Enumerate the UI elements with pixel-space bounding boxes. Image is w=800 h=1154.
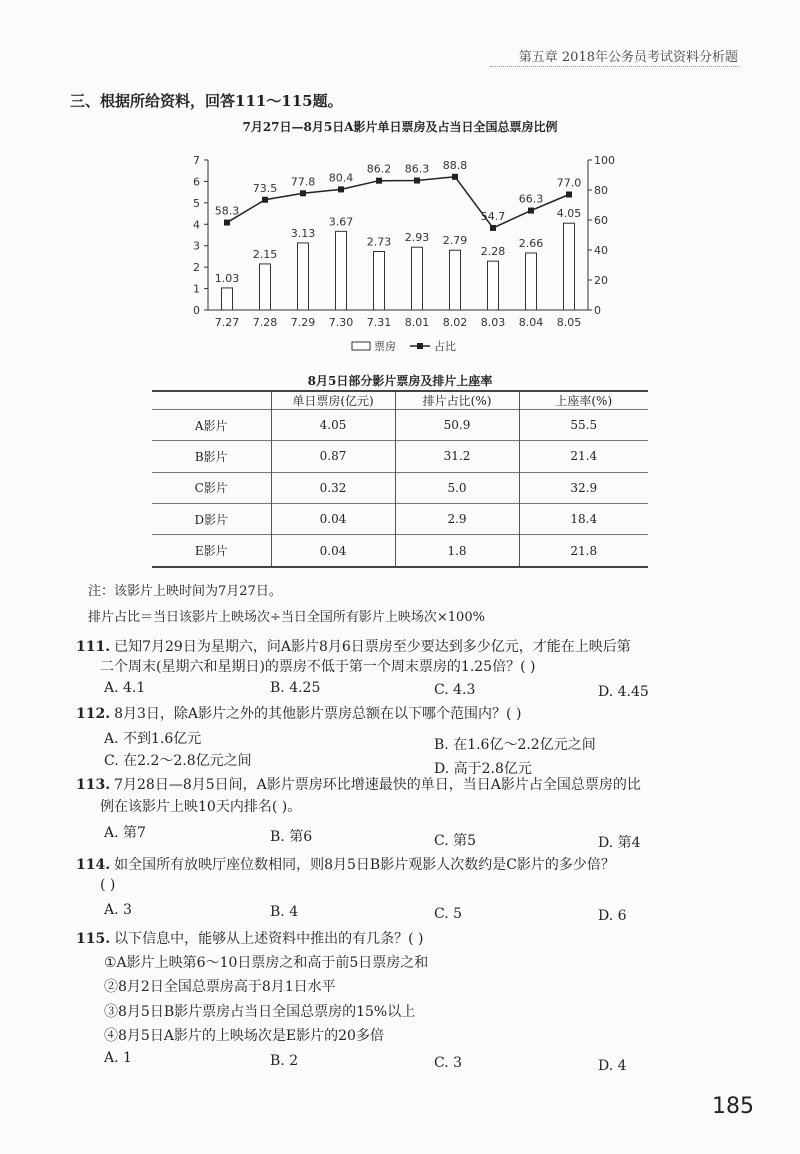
option[interactable]: B. 第6 (270, 829, 313, 845)
x-tick-label: 7.30 (328, 316, 354, 329)
table-header-cell: 上座率(%) (519, 391, 648, 410)
table-cell: 18.4 (519, 503, 648, 534)
right-tick-label: 0 (594, 304, 601, 317)
option[interactable]: D. 4 (598, 1058, 627, 1074)
table-row (152, 503, 648, 534)
question-number: 115. (76, 931, 111, 947)
ratio-value-label: 73.5 (252, 181, 278, 195)
table-cell: 0.87 (271, 441, 395, 472)
question-number: 112. (76, 706, 111, 722)
ratio-value-label: 58.3 (214, 204, 240, 218)
left-tick-label: 1 (193, 282, 200, 296)
left-tick-label: 2 (193, 261, 200, 275)
ratio-value-label: 66.3 (518, 192, 544, 206)
box-office-chart (0, 140, 800, 370)
question-number: 113. (76, 777, 111, 793)
bar-value-label: 2.79 (442, 234, 468, 248)
question-text: 7月28日—8月5日间，A影片票房环比增速最快的单日，当日A影片占全国总票房的比 (114, 777, 641, 793)
option[interactable]: A. 第7 (104, 825, 146, 841)
option[interactable]: D. 高于2.8亿元 (434, 761, 532, 777)
table-cell: 50.9 (395, 410, 519, 441)
table-cell: 2.9 (395, 503, 519, 534)
table-cell: 21.8 (519, 535, 648, 567)
question-113 (76, 776, 641, 794)
left-tick-label: 5 (193, 196, 200, 210)
question-text: 如全国所有放映厅座位数相同，则8月5日B影片观影人次数约是C影片的多少倍？ (114, 857, 615, 873)
question-112 (76, 705, 521, 723)
table-cell: 55.5 (519, 410, 648, 441)
header-rule (490, 66, 738, 67)
question-text: ( ) (100, 877, 116, 893)
question-number: 114. (76, 857, 111, 873)
table-cell: 0.04 (271, 535, 395, 567)
ratio-value-label: 86.3 (404, 162, 430, 176)
left-tick-label: 0 (193, 304, 200, 317)
table-cell: 0.32 (271, 472, 395, 503)
bar (260, 264, 271, 310)
ratio-value-label: 77.8 (290, 175, 316, 189)
legend-line-label: 占比 (434, 340, 456, 353)
table-cell: 31.2 (395, 441, 519, 472)
option[interactable]: A. 1 (104, 1050, 132, 1066)
bar (336, 231, 347, 310)
ratio-value-label: 80.4 (328, 171, 354, 185)
note-line: 排片占比＝当日该影片上映场次÷当日全国所有影片上映场次×100% (88, 610, 485, 625)
option[interactable]: C. 第5 (434, 833, 477, 849)
bar (526, 253, 537, 310)
table-header-cell: 单日票房(亿元) (271, 391, 395, 410)
option[interactable]: B. 在1.6亿～2.2亿元之间 (434, 737, 596, 753)
option[interactable]: C. 5 (434, 906, 463, 922)
statement-3: ③8月5日B影片票房占当日全国总票房的15%以上 (104, 1004, 416, 1020)
right-tick-label: 40 (594, 244, 608, 257)
right-tick-label: 80 (594, 184, 608, 197)
bar-value-label: 3.13 (290, 226, 316, 240)
table-cell: 1.8 (395, 535, 519, 567)
bar-value-label: 2.93 (404, 231, 430, 245)
left-tick-label: 6 (193, 175, 200, 189)
bar-value-label: 2.73 (366, 235, 392, 249)
ratio-point (262, 197, 268, 203)
left-tick-label: 7 (193, 154, 200, 167)
question-114 (76, 856, 615, 874)
x-tick-label: 8.05 (556, 316, 582, 329)
bar (412, 247, 423, 310)
option[interactable]: D. 第4 (598, 835, 641, 851)
bar-value-label: 2.28 (480, 245, 506, 259)
left-tick-label: 3 (193, 239, 200, 253)
option[interactable]: D. 4.45 (598, 684, 649, 700)
bar (450, 250, 461, 310)
question-text: 以下信息中，能够从上述资料中推出的有几条？( ) (114, 931, 424, 947)
running-header: 第五章 2018年公务员考试资料分析题 (518, 50, 738, 65)
legend-bar-swatch (352, 342, 370, 350)
right-tick-label: 60 (594, 214, 608, 227)
ratio-point (528, 208, 534, 214)
x-tick-label: 7.29 (290, 316, 316, 329)
ratio-point (414, 178, 420, 184)
x-tick-label: 8.04 (518, 316, 544, 329)
option[interactable]: B. 4.25 (270, 680, 321, 696)
option[interactable]: C. 在2.2～2.8亿元之间 (104, 753, 252, 769)
table-row (152, 410, 648, 441)
ratio-point (224, 220, 230, 226)
right-tick-label: 100 (594, 154, 615, 167)
bar (298, 243, 309, 310)
chart-title: 7月27日—8月5日A影片单日票房及占当日全国总票房比例 (242, 120, 558, 134)
table-title: 8月5日部分影片票房及排片上座率 (307, 374, 493, 388)
x-tick-label: 7.28 (252, 316, 278, 329)
table-cell: 4.05 (271, 410, 395, 441)
x-tick-label: 8.02 (442, 316, 468, 329)
table-header-row (152, 391, 648, 410)
right-tick-label: 20 (594, 274, 608, 287)
page-number: 185 (712, 1094, 754, 1119)
statement-1: ①A影片上映第6～10日票房之和高于前5日票房之和 (104, 955, 429, 971)
bar (564, 223, 575, 310)
ratio-point (300, 190, 306, 196)
table-cell: B影片 (194, 449, 228, 464)
ratio-point (452, 174, 458, 180)
table-row (152, 535, 648, 567)
bar-value-label: 2.15 (252, 247, 278, 261)
table-header-cell: 排片占比(%) (395, 391, 519, 410)
section-heading: 三、根据所给资料，回答111～115题。 (70, 92, 343, 110)
option[interactable]: B. 2 (270, 1053, 299, 1069)
ratio-point (338, 186, 344, 192)
ratio-point (490, 225, 496, 231)
table-row (152, 472, 648, 503)
ratio-value-label: 88.8 (442, 158, 468, 172)
table-cell: 0.04 (271, 503, 395, 534)
x-tick-label: 8.03 (480, 316, 506, 329)
statement-4: ④8月5日A影片的上映场次是E影片的20多倍 (104, 1028, 384, 1044)
bar-value-label: 2.66 (518, 237, 544, 250)
left-tick-label: 4 (193, 218, 200, 232)
table-cell: 21.4 (519, 441, 648, 472)
table-cell: C影片 (194, 481, 228, 496)
question-115 (76, 930, 423, 948)
ratio-value-label: 77.0 (556, 176, 582, 190)
ratio-point (376, 178, 382, 184)
ratio-line (227, 177, 569, 228)
question-text: 已知7月29日为星期六，问A影片8月6日票房至少要达到多少亿元，才能在上映后第 (114, 639, 631, 655)
x-tick-label: 7.27 (214, 316, 240, 329)
ratio-value-label: 86.2 (366, 162, 392, 176)
question-text: 例在该影片上映10天内排名( )。 (100, 799, 302, 815)
bar-value-label: 4.05 (556, 207, 582, 221)
table-row (152, 441, 648, 472)
legend-line-marker (417, 343, 423, 349)
x-tick-label: 7.31 (366, 316, 392, 329)
table-cell: 32.9 (519, 472, 648, 503)
x-tick-label: 8.01 (404, 316, 430, 329)
ratio-point (566, 192, 572, 198)
table-cell: E影片 (194, 544, 228, 559)
option[interactable]: B. 4 (270, 904, 299, 920)
table-cell: D影片 (194, 512, 229, 527)
option[interactable]: C. 4.3 (434, 682, 476, 698)
ratio-value-label: 54.7 (480, 209, 506, 223)
bar-value-label: 3.67 (328, 215, 354, 229)
statement-2: ②8月2日全国总票房高于8月1日水平 (104, 979, 336, 995)
bar-value-label: 1.03 (214, 271, 240, 285)
option[interactable]: A. 3 (104, 902, 132, 918)
legend-bar-label: 票房 (374, 340, 396, 353)
option[interactable]: A. 不到1.6亿元 (104, 731, 202, 747)
option[interactable]: A. 4.1 (104, 680, 146, 696)
bar (222, 288, 233, 310)
bar (374, 252, 385, 311)
table-header-cell (152, 391, 271, 410)
question-number: 111. (76, 639, 111, 655)
option[interactable]: C. 3 (434, 1055, 463, 1071)
table-cell: A影片 (194, 418, 228, 433)
bar (488, 261, 499, 310)
film-table (152, 390, 648, 568)
table-cell: 5.0 (395, 472, 519, 503)
question-text: 二个周末(星期六和星期日)的票房不低于第一个周末票房的1.25倍？( ) (100, 659, 536, 675)
question-111 (76, 638, 631, 656)
note-line: 注：该影片上映时间为7月27日。 (88, 584, 282, 599)
question-text: 8月3日，除A影片之外的其他影片票房总额在以下哪个范围内？( ) (114, 706, 522, 722)
option[interactable]: D. 6 (598, 908, 627, 924)
